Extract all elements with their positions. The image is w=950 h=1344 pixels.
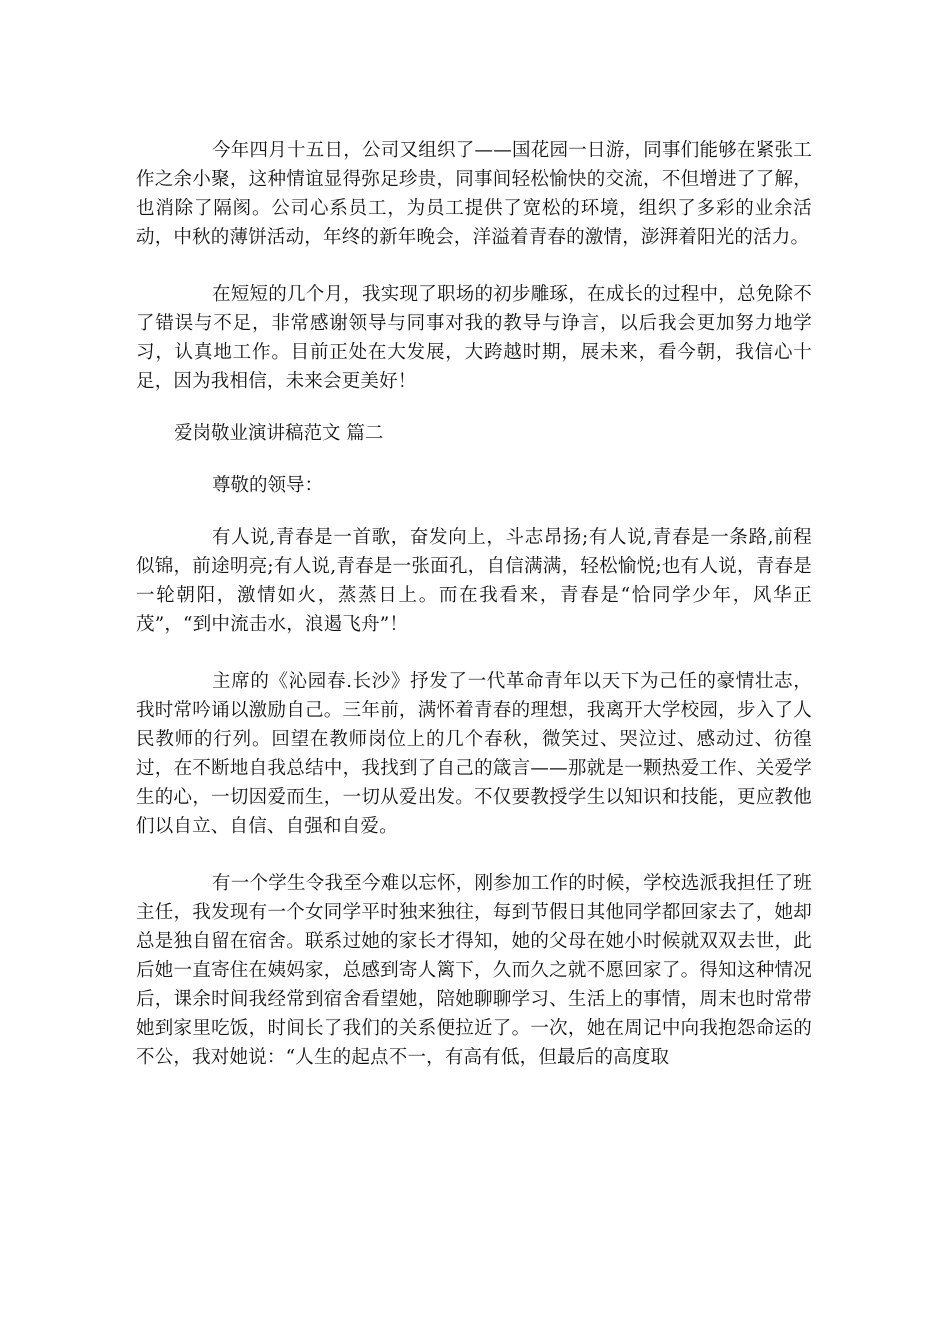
paragraph-teacher: 主席的《沁园春.长沙》抒发了一代革命青年以天下为己任的豪情壮志，我时常吟诵以激励自己。三年前，满怀着青春的理想，我离开大学校园，步入了人民教师的行列。回望在教师岗位上的几个春秋，微笑过、哭泣过、感动过、彷徨过，在不断地自我总结中，我找到了自己的箴言——那就是一颗热爱工作、关爱学生的心，一切因爱而生，一切从爱出发。不仅要教授学生以知识和技能，更应教他们以自立、自信、自强和自爱。 xyxy=(136,671,812,837)
paragraph-student-story: 有一个学生令我至今难以忘怀，刚参加工作的时候，学校选派我担任了班主任，我发现有一个女同学平时独来独往，每到节假日其他同学都回家去了，她却总是独自留在宿舍。联系过她的家长才得知，她的父母在她小时候就双双去世，此后她一直寄住在姨妈家，总感到寄人篱下，久而久之就不愿回家了。得知这种情况后，课余时间我经常到宿舍看望她，陪她聊聊学习、生活上的事情，周末也时常带她到家里吃饭，时间长了我们的关系便拉近了。一次，她在周记中向我抱怨命运的不公，我对她说：“人生的起点不一，有高有低，但最后的高度取 xyxy=(136,873,812,1068)
document-page xyxy=(136,136,812,1072)
paragraph-company-outing: 今年四月十五日，公司又组织了——国花园一日游，同事们能够在紧张工作之余小聚，这种情谊显得弥足珍贵，同事间轻松愉快的交流，不但增进了了解，也消除了隔阂。公司心系员工，为员工提供了宽松的环境，组织了多彩的业余活动，中秋的薄饼活动，年终的新年晚会，洋溢着青春的激情，澎湃着阳光的活力。 xyxy=(136,140,812,248)
paragraph-youth: 有人说,青春是一首歌，奋发向上，斗志昂扬;有人说,青春是一条路,前程似锦，前途明亮;有人说,青春是一张面孔，自信满满，轻松愉悦;也有人说，青春是一轮朝阳，激情如火，蒸蒸日上。而在我看来，青春是“恰同学少年，风华正茂”，“到中流击水，浪遏飞舟”！ xyxy=(136,527,812,635)
paragraph-gratitude: 在短短的几个月，我实现了职场的初步雕琢，在成长的过程中，总免除不了错误与不足，非常感谢领导与同事对我的教导与诤言，以后我会更加努力地学习，认真地工作。目前正处在大发展，大跨越时期，展未来，看今朝，我信心十足，因为我相信，未来会更美好！ xyxy=(136,284,812,392)
salutation: 尊敬的领导： xyxy=(212,475,324,496)
section-heading: 爱岗敬业演讲稿范文 篇二 xyxy=(174,423,384,444)
